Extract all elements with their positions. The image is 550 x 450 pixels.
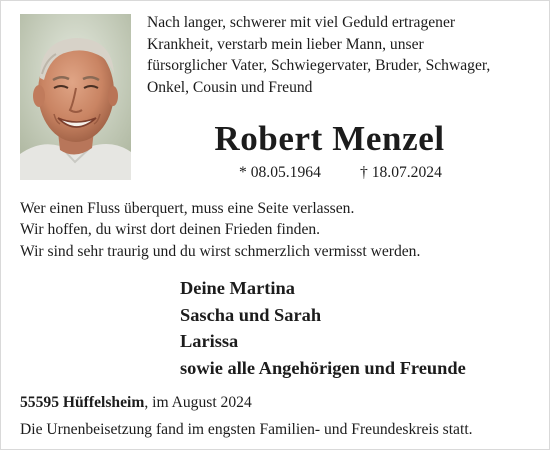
portrait-photo [20, 14, 131, 180]
death-date: † 18.07.2024 [360, 164, 442, 181]
deceased-name: Robert Menzel [214, 119, 445, 158]
intro-text [147, 12, 542, 98]
intro-line: Nach langer, schwerer mit viel Geduld ertragener [147, 14, 456, 31]
intro-line: Krankheit, verstarb mein lieber Mann, unser [147, 35, 424, 53]
date-text: , im August 2024 [144, 394, 252, 411]
mourner-line: Deine Martina [180, 278, 295, 298]
intro-line: Onkel, Cousin und Freund [147, 78, 313, 96]
verse-line: Wer einen Fluss überquert, muss eine Seite verlassen. [20, 200, 355, 217]
birth-date: * 08.05.1964 [239, 164, 321, 181]
verse-line: Wir sind sehr traurig und du wirst schmerzlich vermisst werden. [20, 242, 421, 260]
mourner-line: Larissa [180, 331, 239, 351]
mourner-line: Sascha und Sarah [180, 304, 322, 325]
place-date [20, 393, 252, 413]
verse-line: Wir hoffen, du wirst dort deinen Frieden finden. [20, 221, 321, 239]
place-name: 55595 Hüffelsheim [20, 394, 145, 411]
verse-text [20, 198, 540, 262]
intro-line: fürsorglicher Vater, Schwiegervater, Bruder, Schwager, [147, 57, 491, 75]
mourner-line: sowie alle Angehörigen und Freunde [180, 357, 466, 378]
mourners-list [180, 275, 545, 381]
burial-note: Die Urnenbeisetzung fand im engsten Familien- und Freundeskreis statt. [20, 421, 473, 438]
